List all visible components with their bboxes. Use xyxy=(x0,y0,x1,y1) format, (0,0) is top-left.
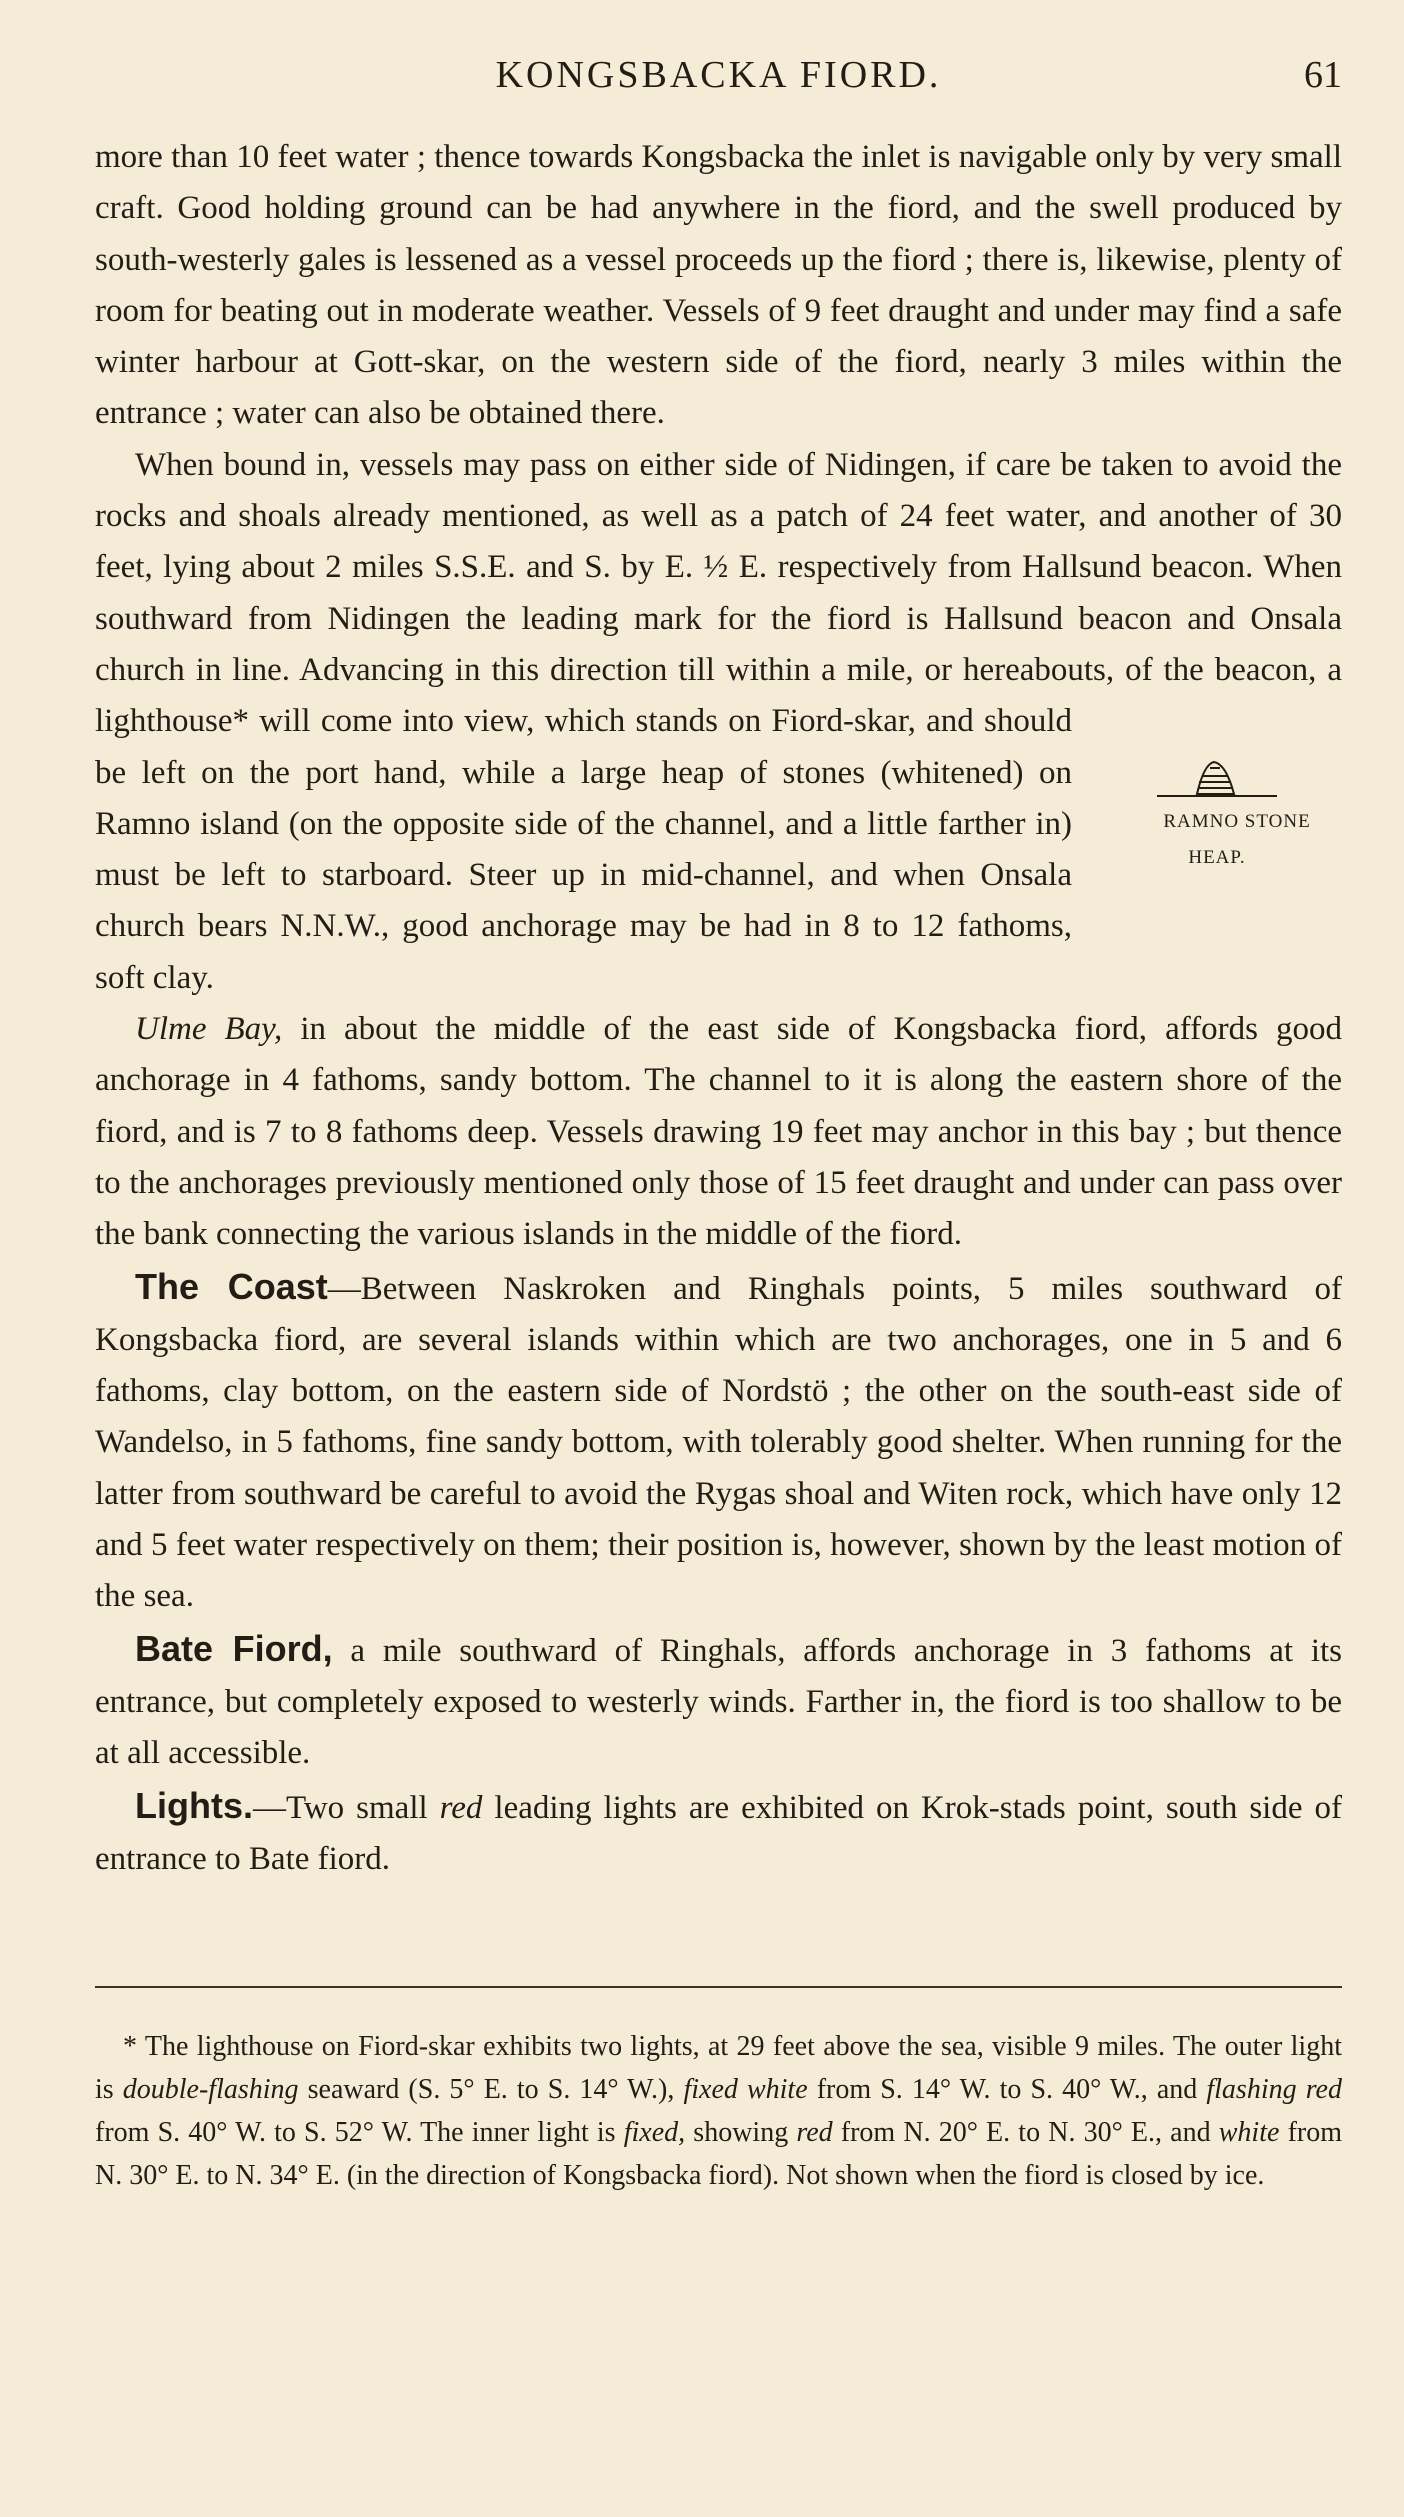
footnote-italic-2: fixed white xyxy=(683,2074,808,2105)
bate-fiord-heading: Bate Fiord, xyxy=(135,1627,333,1669)
the-coast-heading: The Coast xyxy=(135,1265,328,1307)
footnote-text-3: from S. 14° W. to S. 40° W., and xyxy=(807,2074,1207,2105)
footnote-italic-3: flashing red xyxy=(1206,2074,1342,2105)
footnote-divider xyxy=(95,1986,1342,1988)
paragraph-4 xyxy=(95,1261,1342,1623)
footnote-text-5: showing xyxy=(685,2117,797,2148)
footnote-text-4: from S. 40° W. to S. 52° W. The inner light is xyxy=(95,2117,624,2148)
footnote-text-6: from N. 20° E. to N. 30° E., and xyxy=(832,2117,1219,2148)
running-head xyxy=(95,50,1342,100)
footnote-text xyxy=(95,2025,1342,2197)
lights-heading: Lights. xyxy=(135,1784,253,1826)
paragraph-4-text: —Between Naskroken and Ringhals points, 5 miles southward of Kongsbacka fiord, are several islands within which are two anchorages, one in 5 and 6 fathoms, clay bottom, on the eastern side of Nordstö ; the other on the south-east side of Wandelso, in 5 fathoms, fine sandy bottom, with tolerably good shelter. When running for the latter from southward be careful to avoid the Rygas shoal and Witen rock, which have only 12 and 5 feet water respectively on them; their position is, however, shown by the least motion of the sea. xyxy=(95,1270,1342,1615)
ulme-bay-heading: Ulme Bay, xyxy=(135,1011,283,1048)
footnote-text-1: * The lighthouse on Fiord-skar exhibits two lights, at 29 feet above the sea, visible 9 miles. The outer light is xyxy=(95,2031,1342,2105)
footnote-italic-1: double-flashing xyxy=(122,2074,299,2105)
paragraph-2 xyxy=(95,440,1342,1004)
footnote xyxy=(95,2025,1342,2197)
footnote-text-2: seaward (S. 5° E. to S. 14° W.), xyxy=(298,2074,684,2105)
paragraph-3-text: in about the middle of the east side of Kongsbacka fiord, affords good anchorage in 4 fathoms, sandy bottom. The channel to it is along the eastern shore of the fiord, and is 7 to 8 fathoms deep. Vessels drawing 19 feet may anchor in this bay ; but thence to the anchorages previously mentioned only those of 15 feet draught and under can pass over the bank connecting the various islands in the middle of the fiord. xyxy=(95,1011,1342,1253)
footnote-italic-4: fixed, xyxy=(623,2117,686,2148)
paragraph-1: more than 10 feet water ; thence towards Kongsbacka the inlet is navigable only by very small craft. Good holding ground can be had anywhere in the fiord, and the swell produced by south-westerly gales is lessened as a vessel proceeds up the fiord ; there is, likewise, plenty of room for beating out in moderate weather. Vessels of 9 feet draught and under may find a safe winter harbour at Gott-skar, on the western side of the fiord, nearly 3 miles within the entrance ; water can also be obtained there. xyxy=(95,139,1342,432)
paragraph-5-text: a mile southward of Ringhals, affords anchorage in 3 fathoms at its entrance, but completely exposed to westerly winds. Farther in, the fiord is too shallow to be at all accessible. xyxy=(95,1632,1342,1772)
footnote-italic-6: white xyxy=(1218,2117,1280,2148)
page-title: KONGSBACKA FIORD. xyxy=(495,54,942,96)
footnote-marker: * xyxy=(232,703,249,740)
paragraph-6 xyxy=(95,1780,1342,1886)
paragraph-6-part-1: —Two small xyxy=(252,1789,440,1826)
figure-caption xyxy=(1092,804,1342,876)
paragraph-6-red: red xyxy=(439,1789,483,1826)
figure-caption-line-1: RAMNO STONE xyxy=(1163,811,1311,833)
body-text xyxy=(95,132,1342,1885)
page-number: 61 xyxy=(1304,54,1342,96)
paragraph-3 xyxy=(95,1004,1342,1260)
paragraph-6-part-2: leading lights are exhibited on Krok-stads point, south side of entrance to Bate fiord. xyxy=(95,1789,1342,1877)
paragraph-2-part-2: will come into view, which stands on Fiord-skar, and should be left on the port hand, while a large heap of stones (whitened) on Ramno island (on the opposite side of the channel, and a little farther in) must be left to starboard. Steer up in mid-channel, and when Onsala church bears N.N.W., good anchorage may be had in 8 to 12 fathoms, soft clay. xyxy=(95,703,1072,996)
paragraph-2-part-1: When bound in, vessels may pass on either side of Nidingen, if care be taken to avoid the rocks and shoals already mentioned, as well as a patch of 24 feet water, and another of 30 feet, lying about 2 miles S.S.E. and S. by E. ½ E. respectively from Hallsund beacon. When southward from Nidingen the leading mark for the fiord is Hallsund beacon and Onsala church in line. Advancing in this direction till within a mile, or hereabouts, of the beacon, a lighthouse xyxy=(95,446,1342,740)
footnote-italic-5: red xyxy=(796,2117,833,2148)
paragraph-5 xyxy=(95,1623,1342,1780)
figure-caption-line-2: HEAP. xyxy=(1188,847,1246,869)
footnote-text-7: from N. 30° E. to N. 34° E. (in the direction of Kongsbacka fiord). Not shown when the fiord is closed by ice. xyxy=(95,2117,1342,2191)
ramno-stone-heap-figure xyxy=(1092,726,1342,916)
